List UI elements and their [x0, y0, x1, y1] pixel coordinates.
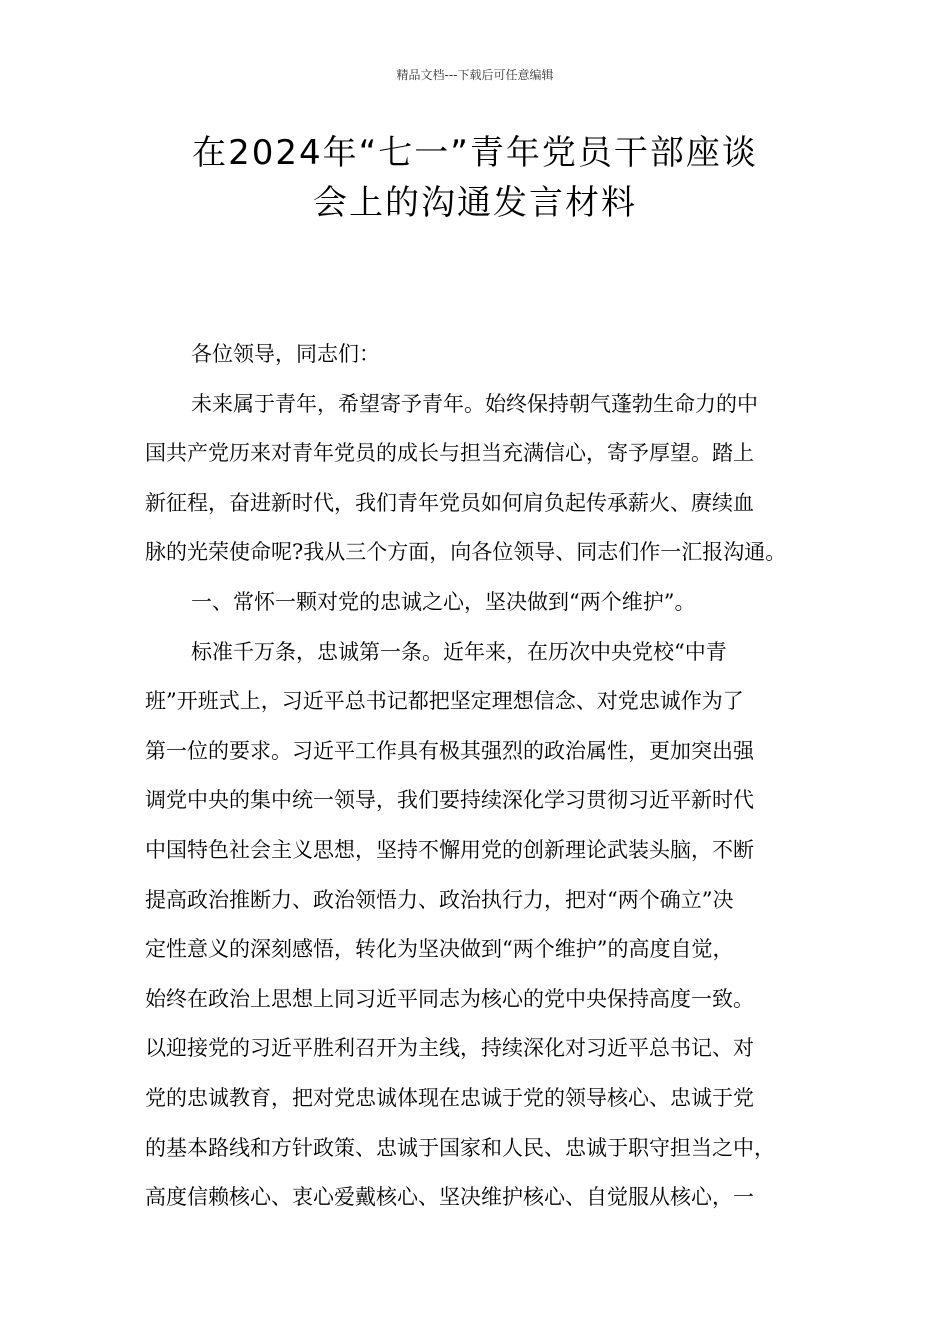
paragraph-line: 的基本路线和方针政策、忠诚于国家和人民、忠诚于职守担当之中，: [145, 1135, 775, 1160]
paragraph-line: 国共产党历来对青年党员的成长与担当充满信心，寄予厚望。踏上: [145, 441, 754, 466]
paragraph-line: 以迎接党的习近平胜利召开为主线，持续深化对习近平总书记、对: [145, 1036, 754, 1061]
document-title: [100, 128, 850, 228]
salutation: 各位领导，同志们：: [191, 342, 380, 366]
title-line-1: 在2024年“七一”青年党员干部座谈: [192, 133, 758, 173]
paragraph-line: 第一位的要求。习近平工作具有极其强烈的政治属性，更加突出强: [145, 738, 754, 763]
paragraph-line: 党的忠诚教育，把对党忠诚体现在忠诚于党的领导核心、忠诚于党: [145, 1085, 754, 1110]
paragraph-line: 班”开班式上，习近平总书记都把坚定理想信念、对党忠诚作为了: [145, 689, 744, 714]
paragraph-line: 未来属于青年，希望寄予青年。始终保持朝气蓬勃生命力的中: [191, 391, 758, 416]
section-heading: 一、常怀一颗对党的忠诚之心，坚决做到“两个维护”。: [191, 589, 696, 614]
paragraph-line: 高度信赖核心、衷心爱戴核心、坚决维护核心、自觉服从核心，一: [145, 1185, 754, 1210]
paragraph-line: 标准千万条，忠诚第一条。近年来，在历次中央党校“中青: [191, 639, 727, 664]
header-note: 精品文档---下载后可任意编辑: [396, 68, 554, 82]
paragraph-line: 调党中央的集中统一领导，我们要持续深化学习贯彻习近平新时代: [145, 788, 754, 813]
paragraph-line: 提高政治推断力、政治领悟力、政治执行力，把对“两个确立”决: [145, 887, 734, 912]
paragraph-line: 新征程，奋进新时代，我们青年党员如何肩负起传承薪火、赓续血: [145, 490, 754, 515]
paragraph-line: 脉的光荣使命呢?我从三个方面，向各位领导、同志们作一汇报沟通。: [145, 540, 787, 565]
title-line-2: 会上的沟通发言材料: [313, 183, 637, 223]
paragraph-line: 始终在政治上思想上同习近平同志为核心的党中央保持高度一致。: [145, 986, 754, 1011]
document-body: [145, 330, 805, 1223]
paragraph-line: 中国特色社会主义思想，坚持不懈用党的创新理论武装头脑，不断: [145, 837, 754, 862]
paragraph-line: 定性意义的深刻感悟，转化为坚决做到“两个维护”的高度自觉，: [145, 937, 734, 962]
